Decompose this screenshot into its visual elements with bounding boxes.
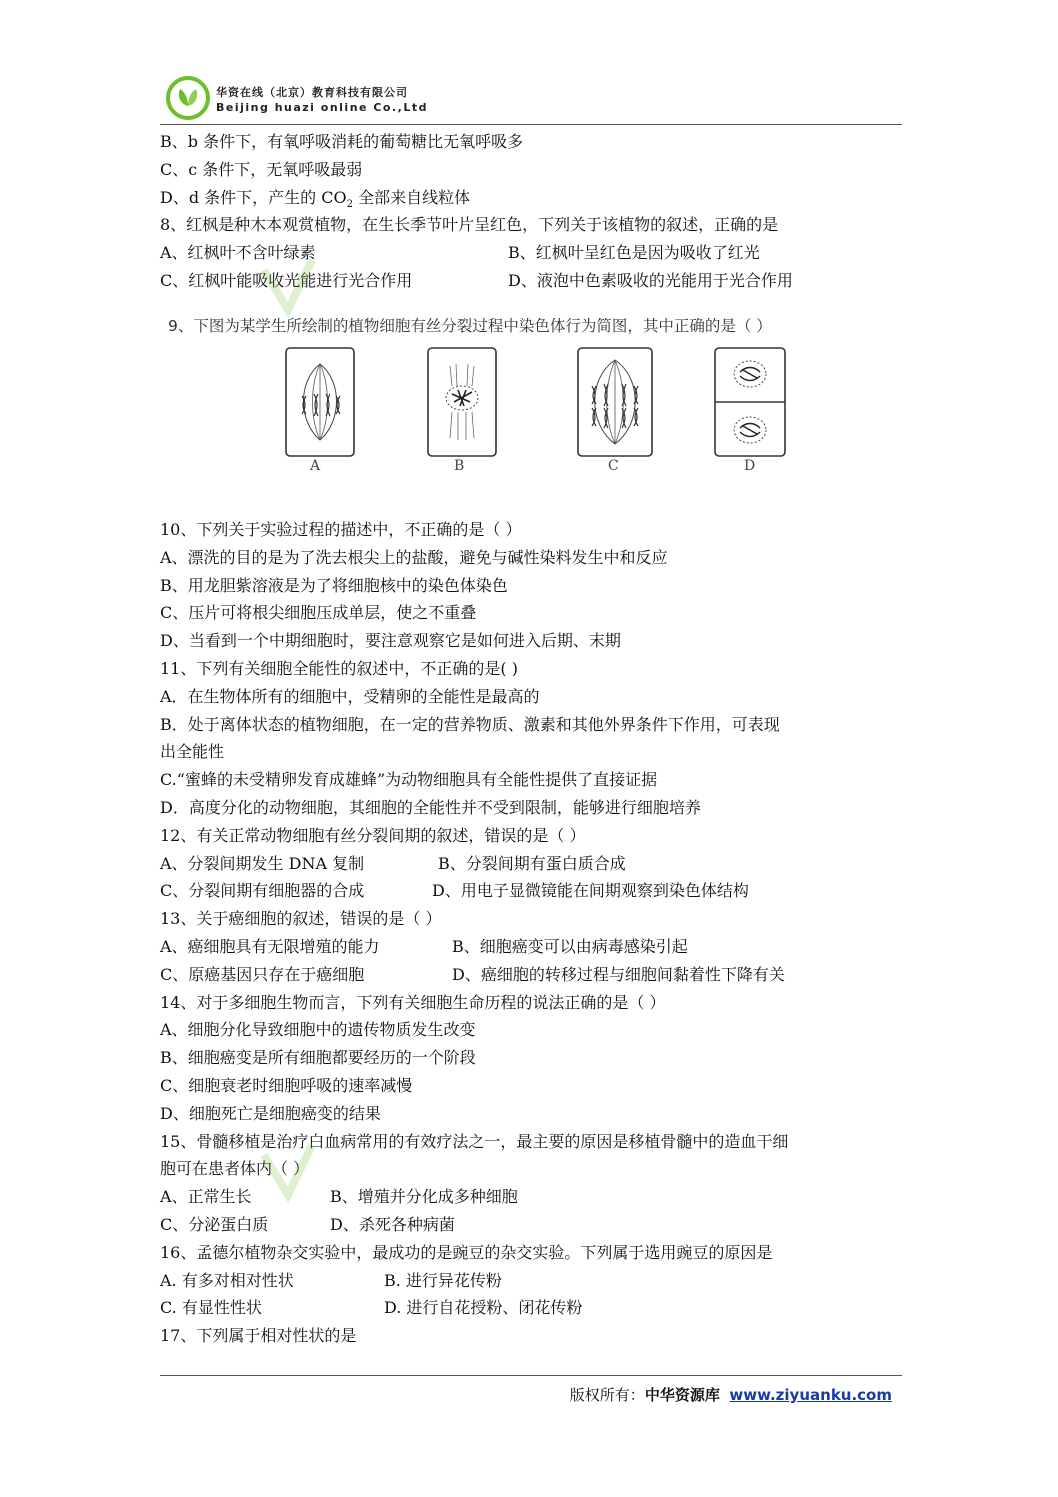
q12-option-c: C、分裂间期有细胞器的合成 <box>160 881 365 901</box>
cell-diagram-d <box>713 346 787 458</box>
q15-option-d: D、杀死各种病菌 <box>330 1214 455 1234</box>
cell-label-b: B <box>454 458 465 474</box>
cell-diagram-a <box>284 346 356 458</box>
q15-stem-line2: 胞可在患者体内（ ） <box>160 1159 310 1179</box>
q16-stem: 16、孟德尔植物杂交实验中，最成功的是豌豆的杂交实验。下列属于选用豌豆的原因是 <box>160 1242 773 1262</box>
footer-divider <box>160 1375 902 1376</box>
q8-row-cd <box>160 267 905 295</box>
q11-option-c: C.“蜜蜂的未受精卵发育成雄蜂”为动物细胞具有全能性提供了直接证据 <box>160 770 658 790</box>
q12-row-cd <box>160 877 905 905</box>
q9-figure <box>168 308 908 483</box>
q12-row-ab <box>160 850 905 878</box>
q9-stem: 9、下图为某学生所绘制的植物细胞有丝分裂过程中染色体行为简图，其中正确的是（ ） <box>168 317 772 335</box>
q13-row-cd <box>160 961 905 989</box>
q14-option-a: A、细胞分化导致细胞中的遗传物质发生改变 <box>160 1020 476 1040</box>
q8-option-d: D、液泡中色素吸收的光能用于光合作用 <box>508 270 793 290</box>
q13-stem: 13、关于癌细胞的叙述，错误的是（ ） <box>160 909 442 929</box>
footer-url-link[interactable]: www.ziyuanku.com <box>729 1386 892 1404</box>
q12-option-d: D、用电子显微镜能在间期观察到染色体结构 <box>432 881 749 901</box>
q12-option-a: A、分裂间期发生 DNA 复制 <box>160 853 365 873</box>
q7-d-pre: D、d 条件下，产生的 CO <box>160 187 347 207</box>
q7-option-d <box>160 184 905 212</box>
cell-diagram-c <box>576 346 654 458</box>
page-header <box>160 70 905 125</box>
cell-diagram-b <box>426 346 498 458</box>
q7-d-sub: 2 <box>346 198 353 210</box>
q16-option-c: C. 有显性性状 <box>160 1298 262 1318</box>
q8-stem: 8、红枫是种木本观赏植物，在生长季节叶片呈红色，下列关于该植物的叙述，正确的是 <box>160 215 779 235</box>
q10-option-a: A、漂洗的目的是为了洗去根尖上的盐酸，避免与碱性染料发生中和反应 <box>160 547 668 567</box>
q15-option-b: B、增殖并分化成多种细胞 <box>330 1187 518 1207</box>
q15-option-c: C、分泌蛋白质 <box>160 1214 269 1234</box>
q12-option-b: B、分裂间期有蛋白质合成 <box>438 853 626 873</box>
cell-label-d: D <box>744 458 756 474</box>
footer-brand: 中华资源库 <box>644 1386 720 1404</box>
q11-option-a: A．在生物体所有的细胞中，受精卵的全能性是最高的 <box>160 686 540 706</box>
q8-option-b: B、红枫叶呈红色是因为吸收了红光 <box>508 243 760 263</box>
q7-option-c: C、c 条件下，无氧呼吸最弱 <box>160 159 363 179</box>
q15-row-ab <box>160 1183 905 1211</box>
cell-label-c: C <box>608 458 619 474</box>
cell-label-a: A <box>310 458 321 474</box>
q14-option-d: D、细胞死亡是细胞癌变的结果 <box>160 1103 381 1123</box>
q7-d-post: 全部来自线粒体 <box>352 187 471 207</box>
q11-option-b-line2: 出全能性 <box>160 742 225 762</box>
q10-stem: 10、下列关于实验过程的描述中，不正确的是（ ） <box>160 520 522 539</box>
question-block-upper <box>160 128 905 295</box>
q13-row-ab <box>160 933 905 961</box>
q10-option-b: B、用龙胆紫溶液是为了将细胞核中的染色体染色 <box>160 575 508 595</box>
q11-option-d: D．高度分化的动物细胞，其细胞的全能性并不受到限制，能够进行细胞培养 <box>160 797 701 817</box>
q13-option-c: C、原癌基因只存在于癌细胞 <box>160 964 365 984</box>
footer-copyright: 版权所有： <box>569 1386 645 1404</box>
company-name-cn: 华资在线（北京）教育科技有限公司 <box>216 86 408 99</box>
page-footer <box>570 1384 892 1405</box>
q16-option-b: B. 进行异花传粉 <box>384 1270 502 1290</box>
q11-stem: 11、下列有关细胞全能性的叙述中，不正确的是( ) <box>160 658 518 678</box>
question-block-lower <box>160 516 905 1350</box>
q15-stem-line1: 15、骨髓移植是治疗白血病常用的有效疗法之一，最主要的原因是移植骨髓中的造血干细 <box>160 1131 789 1151</box>
q13-option-b: B、细胞癌变可以由病毒感染引起 <box>452 936 688 956</box>
q10-option-d: D、当看到一个中期细胞时，要注意观察它是如何进入后期、末期 <box>160 631 621 651</box>
company-logo-icon <box>166 76 210 120</box>
header-divider <box>160 124 902 125</box>
q17-stem: 17、下列属于相对性状的是 <box>160 1326 357 1346</box>
q8-row-ab <box>160 239 905 267</box>
q8-option-c: C、红枫叶能吸收光能进行光合作用 <box>160 270 413 290</box>
q13-option-d: D、癌细胞的转移过程与细胞间黏着性下降有关 <box>452 964 785 984</box>
q16-row-cd <box>160 1294 905 1322</box>
q15-row-cd <box>160 1211 905 1239</box>
q14-option-c: C、细胞衰老时细胞呼吸的速率减慢 <box>160 1075 413 1095</box>
q15-option-a: A、正常生长 <box>160 1187 252 1207</box>
q11-option-b-line1: B．处于离体状态的植物细胞，在一定的营养物质、激素和其他外界条件下作用，可表现 <box>160 714 780 734</box>
q10-option-c: C、压片可将根尖细胞压成单层，使之不重叠 <box>160 603 477 623</box>
q8-option-a: A、红枫叶不含叶绿素 <box>160 243 316 263</box>
q12-stem: 12、有关正常动物细胞有丝分裂间期的叙述，错误的是（ ） <box>160 825 586 845</box>
q16-option-a: A. 有多对相对性状 <box>160 1270 294 1290</box>
q14-option-b: B、细胞癌变是所有细胞都要经历的一个阶段 <box>160 1048 476 1068</box>
q14-stem: 14、对于多细胞生物而言，下列有关细胞生命历程的说法正确的是（ ） <box>160 992 666 1012</box>
q16-option-d: D. 进行自花授粉、闭花传粉 <box>384 1298 583 1318</box>
company-name-en: Beijing huazi online Co.,Ltd <box>216 101 428 114</box>
q13-option-a: A、癌细胞具有无限增殖的能力 <box>160 936 380 956</box>
q7-option-b: B、b 条件下，有氧呼吸消耗的葡萄糖比无氧呼吸多 <box>160 132 524 151</box>
q16-row-ab <box>160 1267 905 1295</box>
